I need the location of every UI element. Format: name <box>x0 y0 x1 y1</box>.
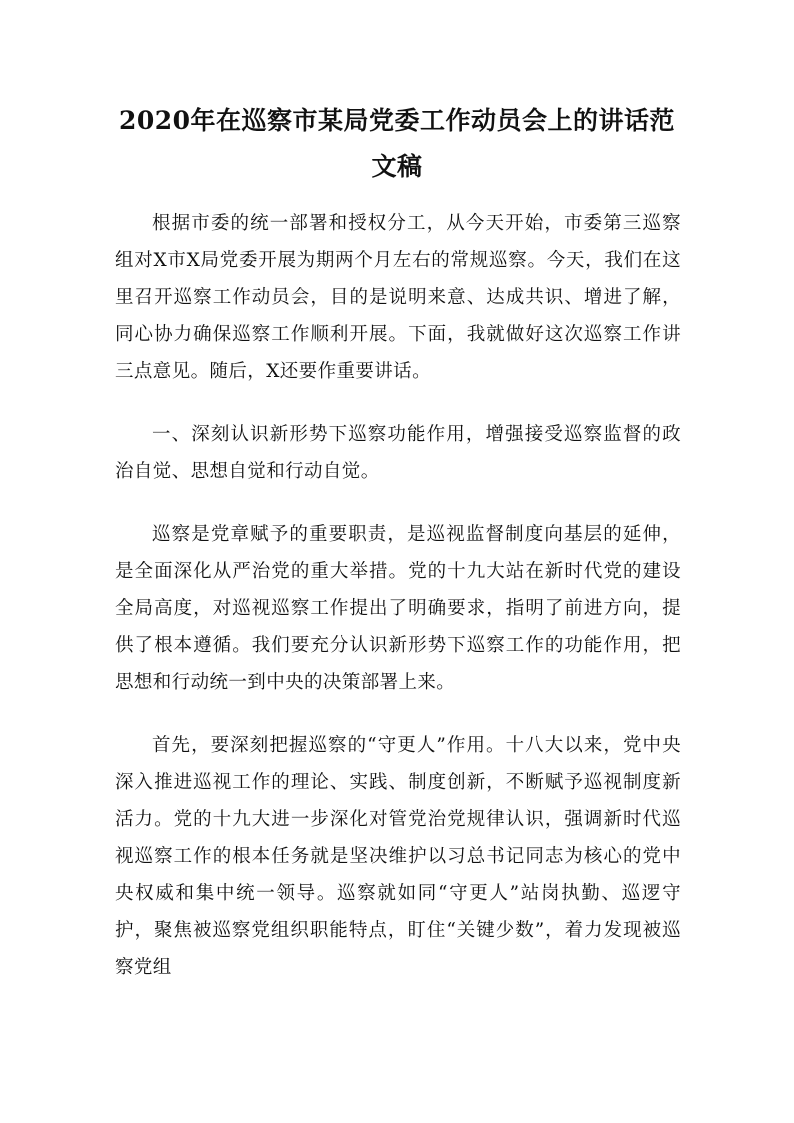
paragraph-role: 巡察是党章赋予的重要职责，是巡视监督制度向基层的延伸，是全面深化从严治党的重大举措。党的十九大站在新时代党的建设全局高度，对巡视巡察工作提出了明确要求，指明了前进方向，提供了根本遵循。我们要充分认识新形势下巡察工作的功能作用，把思想和行动统一到中央的决策部署上来。 <box>115 524 681 693</box>
paragraph-intro: 根据市委的统一部署和授权分工，从今天开始，市委第三巡察组对X市X局党委开展为期两个月左右的常规巡察。今天，我们在这里召开巡察工作动员会，目的是说明来意、达成共识、增进了解，同心协力确保巡察工作顺利开展。下面，我就做好这次巡察工作讲三点意见。随后，X还要作重要讲话。 <box>115 213 681 382</box>
document-title: 2020年在巡察市某局党委工作动员会上的讲话范文稿 <box>118 106 676 181</box>
paragraph-section-heading: 一、深刻认识新形势下巡察功能作用，增强接受巡察监督的政治自觉、思想自觉和行动自觉。 <box>115 424 681 482</box>
paragraph-watchman: 首先，要深刻把握巡察的“守更人”作用。十八大以来，党中央深入推进巡视工作的理论、实践、制度创新，不断赋予巡视制度新活力。党的十九大进一步深化对管党治党规律认识，强调新时代巡视巡察工作的根本任务就是坚决维护以习总书记同志为核心的党中央权威和集中统一领导。巡察就如同“守更人”站岗执勤、巡逻守护，聚焦被巡察党组织职能特点，盯住“关键少数”，着力发现被巡察党组 <box>115 735 681 978</box>
document-body <box>115 205 681 1012</box>
